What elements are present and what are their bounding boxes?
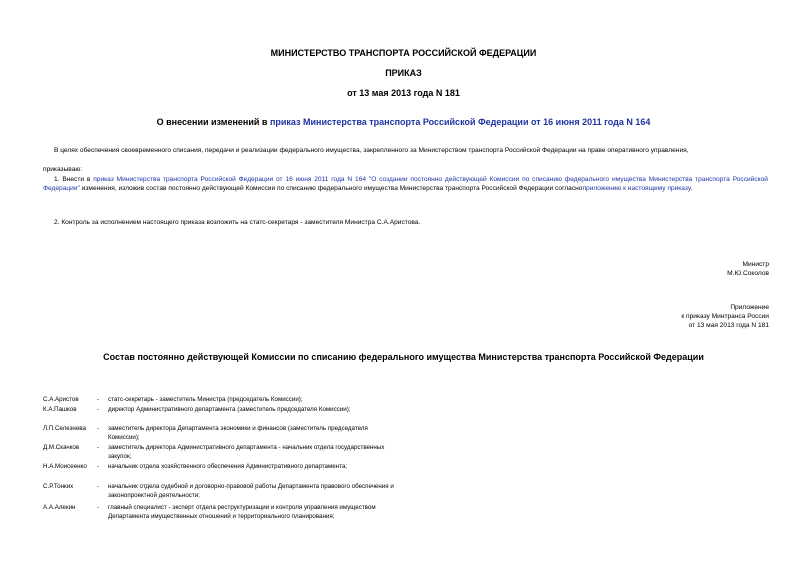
appendix-title: Состав постоянно действующей Комиссии по списанию федерального имущества Министерства транспорта Российской Федерации [103,352,704,362]
member-dash: - [97,463,100,470]
member-name: Н.А.Моисеенко [43,463,87,470]
member-name: Д.М.Скачков [43,444,80,451]
order-word: приказываю: [43,166,83,173]
appendix-date: от 13 мая 2013 года N 181 [688,322,769,329]
appendix-order-ref: к приказу Минтранса России [681,313,769,320]
ministry-heading: МИНИСТЕРСТВО ТРАНСПОРТА РОССИЙСКОЙ ФЕДЕРАЦИИ [270,48,537,58]
doc-title-prefix: О внесении изменений в [156,117,270,127]
member-name: К.А.Пашков [43,406,77,413]
order-item-1 [43,175,768,194]
member-role: заместитель директора Департамента экономики и финансов (заместитель председателя Комиссии); [108,425,368,441]
member-dash: - [97,444,100,451]
member-name: С.А.Аристов [43,396,79,403]
member-role: статс-секретарь - заместитель Министра (председатель Комиссии); [108,396,303,403]
member-role: начальник отдела хозяйственного обеспечения Административного департамента; [108,463,347,470]
signature-name: М.Ю.Соколов [727,270,769,277]
doc-title-link[interactable]: приказ Министерства транспорта Российской Федерации от 16 июня 2011 года N 164 [269,117,651,127]
member-role: начальник отдела судебной и договорно-правовой работы Департамента правового обеспечения и законопроектной деятельности; [108,483,394,499]
signature-position: Министр [742,261,769,268]
member-role: заместитель директора Административного департамента - начальник отдела государственных закупок; [108,444,385,460]
doc-title [0,117,807,127]
member-name: А.А.Алекин [43,504,76,511]
member-dash: - [97,406,100,413]
item1-middle: изменения, изложив состав постоянно действующей Комиссии по списанию федерального имущества Министерства транспорта Российской Федерации согласно [79,185,583,193]
order-item-2: 2. Контроль за исполнением настоящего приказа возложить на статс-секретаря - заместителя Министра С.А.Аристова. [54,219,421,226]
member-role: главный специалист - эксперт отдела реструктуризации и контроля управления имуществом Департамента имущественных отношений и территориального планирования; [108,504,376,520]
doc-type-heading: ПРИКАЗ [385,68,422,78]
member-name: Л.П.Селезнева [43,425,86,432]
doc-date-number: от 13 мая 2013 года N 181 [347,88,460,98]
member-dash: - [97,396,100,403]
item1-link[interactable]: приказ Министерства транспорта Российской Федерации от 16 июня 2011 года N 164 "О создании постоянно действующей Комиссии по списанию федерального имущества Министерства транспорта Российской Федерации" [43,176,768,193]
member-name: С.Р.Тонких [43,483,74,490]
appendix-label: Приложение [730,304,769,311]
member-role: директор Административного департамента (заместитель председателя Комиссии); [108,406,351,413]
member-dash: - [97,483,100,490]
member-dash: - [97,425,100,432]
item1-end: . [690,185,693,193]
member-dash: - [97,504,100,511]
preamble: В целях обеспечения своевременного списания, передачи и реализации федерального имущества, закрепленного за Министерством транспорта Российской Федерации на праве оперативного управления, [54,147,689,154]
item1-prefix: 1. Внести в [54,176,94,183]
appendix-link[interactable]: приложению к настоящему приказу [582,185,691,193]
